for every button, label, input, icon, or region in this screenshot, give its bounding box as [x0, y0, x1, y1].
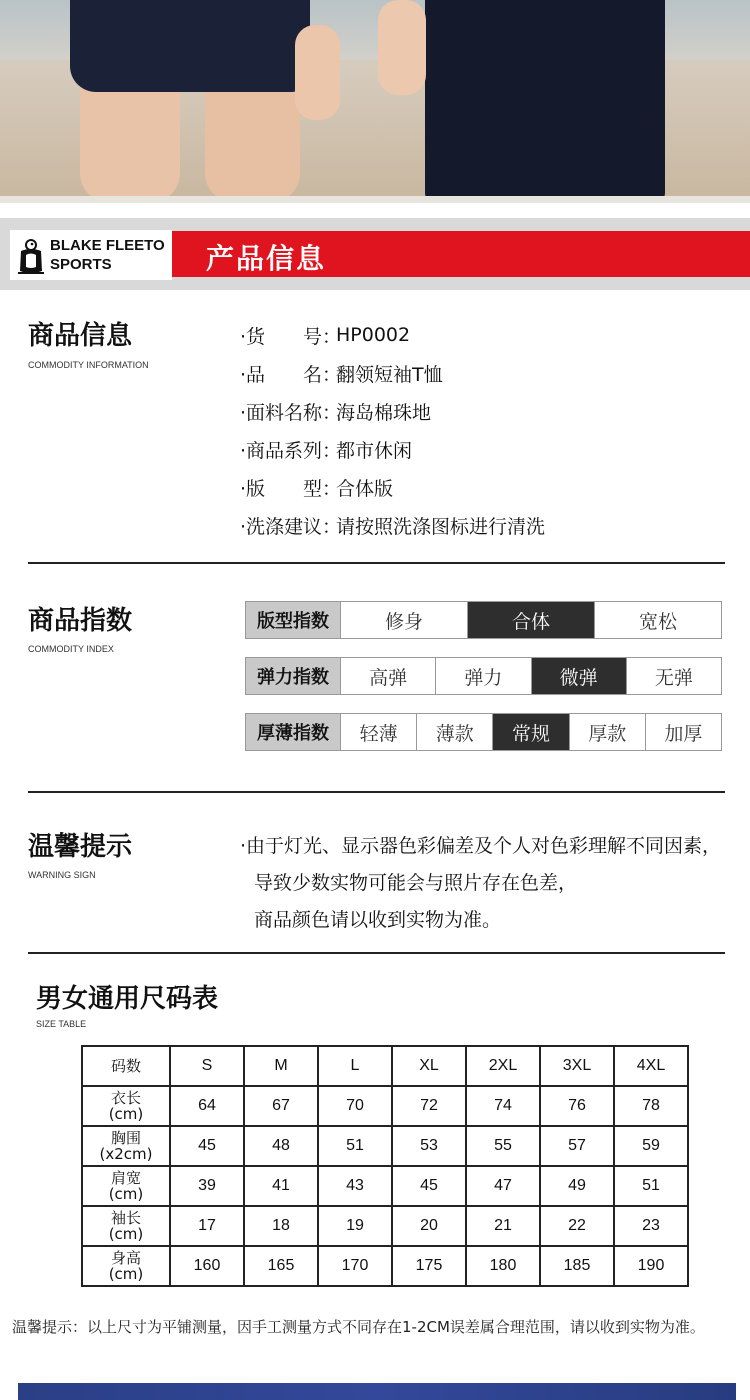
index-option-selected: 微弹 [532, 658, 627, 694]
index-option: 轻薄 [341, 714, 417, 750]
index-option-selected: 常规 [493, 714, 569, 750]
warning-line: 商品颜色请以收到实物为准。 [254, 909, 502, 931]
info-value: 请按照洗涤图标进行清洗 [336, 515, 546, 538]
size-cell: 43 [318, 1166, 392, 1206]
index-option-selected: 合体 [468, 602, 595, 638]
warning-line: ·由于灯光、显示器色彩偏差及个人对色彩理解不同因素， [240, 835, 722, 857]
size-cell: 70 [318, 1086, 392, 1126]
index-row-thickness [245, 713, 722, 751]
index-option: 高弹 [341, 658, 436, 694]
info-row-washing [240, 506, 545, 544]
info-row-fit [240, 468, 545, 506]
size-cell: 41 [244, 1166, 318, 1206]
size-table [81, 1045, 689, 1287]
size-cell: 74 [466, 1086, 540, 1126]
commodity-info-subtitle: COMMODITY INFORMATION [28, 360, 149, 370]
size-cell: 17 [170, 1206, 244, 1246]
size-cell: 23 [614, 1206, 688, 1246]
size-row-height [82, 1246, 688, 1286]
info-row-fabric [240, 392, 545, 430]
size-cell: 45 [392, 1166, 466, 1206]
photo-leg [80, 80, 180, 203]
index-option: 加厚 [664, 722, 703, 745]
size-cell: 59 [614, 1126, 688, 1166]
section-divider [28, 562, 725, 564]
size-cell: 22 [540, 1206, 614, 1246]
size-row-label [82, 1246, 170, 1286]
warning-line: 导致少数实物可能会与照片存在色差， [254, 872, 578, 894]
info-value: 都市休闲 [336, 439, 413, 462]
size-row-label-unit: (cm) [108, 1185, 144, 1203]
size-table-title: 男女通用尺码表 [36, 984, 219, 1014]
size-row-label-top: 袖长 [110, 1209, 141, 1227]
size-header-cell: L [318, 1046, 392, 1086]
size-cell: 175 [392, 1246, 466, 1286]
section-divider [28, 952, 725, 954]
info-value: 翻领短袖T恤 [336, 363, 443, 386]
section-divider [28, 791, 725, 793]
size-cell: 160 [170, 1246, 244, 1286]
warning-title: 温馨提示 [28, 832, 133, 862]
size-cell: 170 [318, 1246, 392, 1286]
index-option: 宽松 [638, 610, 677, 633]
info-value: HP0002 [336, 324, 411, 346]
info-label: ·商品系列： [240, 439, 342, 462]
index-label: 版型指数 [246, 602, 341, 638]
size-row-length [82, 1086, 688, 1126]
eagle-logo-icon [16, 235, 46, 275]
size-cell: 47 [466, 1166, 540, 1206]
size-header-cell: S [170, 1046, 244, 1086]
photo-womens-shorts [70, 0, 310, 92]
photo-leg [205, 78, 300, 203]
size-row-label-top: 衣长 [110, 1089, 141, 1107]
index-option: 厚款 [570, 714, 646, 750]
next-photo-edge [18, 1383, 736, 1400]
size-row-chest [82, 1126, 688, 1166]
size-row-label-unit: (x2cm) [99, 1145, 153, 1163]
size-row-label-top: 胸围 [110, 1129, 141, 1147]
size-cell: 18 [244, 1206, 318, 1246]
size-cell: 20 [392, 1206, 466, 1246]
info-value: 合体版 [336, 477, 394, 500]
photo-hand [295, 25, 340, 120]
brand-name [50, 236, 165, 274]
size-table-subtitle: SIZE TABLE [36, 1019, 87, 1029]
size-cell: 21 [466, 1206, 540, 1246]
size-cell: 48 [244, 1126, 318, 1166]
size-row-label-top: 身高 [110, 1249, 141, 1267]
size-cell: 76 [540, 1086, 614, 1126]
size-header-label: 码数 [82, 1046, 170, 1086]
warning-subtitle: WARNING SIGN [28, 870, 96, 880]
size-cell: 190 [614, 1246, 688, 1286]
size-cell: 72 [392, 1086, 466, 1126]
size-cell: 165 [244, 1246, 318, 1286]
size-row-label [82, 1206, 170, 1246]
size-footnote: 温馨提示：以上尺寸为平铺测量，因手工测量方式不同存在1-2CM误差属合理范围，请以收到实物为准。 [12, 1318, 705, 1336]
size-cell: 45 [170, 1126, 244, 1166]
size-cell: 19 [318, 1206, 392, 1246]
size-row-label-unit: (cm) [108, 1225, 144, 1243]
size-row-label [82, 1166, 170, 1206]
size-cell: 51 [318, 1126, 392, 1166]
index-option: 无弹 [654, 666, 693, 689]
size-row-label-unit: (cm) [108, 1105, 144, 1123]
size-header-cell: 3XL [540, 1046, 614, 1086]
info-label: ·洗涤建议： [240, 515, 342, 538]
info-label: ·面料名称： [240, 401, 342, 424]
photo-arm [378, 0, 426, 95]
size-cell: 180 [466, 1246, 540, 1286]
info-value: 海岛棉珠地 [336, 401, 432, 424]
title-banner [172, 231, 750, 277]
commodity-info-title: 商品信息 [28, 321, 133, 351]
section-header-bar [0, 218, 750, 290]
brand-line1: BLAKE FLEETO [50, 237, 165, 254]
size-row-label [82, 1126, 170, 1166]
commodity-index-subtitle: COMMODITY INDEX [28, 644, 114, 654]
index-label: 弹力指数 [246, 658, 341, 694]
index-row-elasticity [245, 657, 722, 695]
commodity-info-list [240, 316, 545, 544]
size-row-sleeve [82, 1206, 688, 1246]
size-row-shoulder [82, 1166, 688, 1206]
size-cell: 55 [466, 1126, 540, 1166]
info-label: ·品 名： [240, 363, 342, 386]
size-header-row [82, 1046, 688, 1086]
brand-logo [10, 230, 172, 280]
info-row-item-no [240, 316, 545, 354]
size-row-label-unit: (cm) [108, 1265, 144, 1283]
size-cell: 51 [614, 1166, 688, 1206]
size-header-cell: M [244, 1046, 318, 1086]
size-cell: 78 [614, 1086, 688, 1126]
size-cell: 53 [392, 1126, 466, 1166]
photo-mens-shorts [425, 0, 665, 203]
size-header-cell: 4XL [614, 1046, 688, 1086]
size-cell: 49 [540, 1166, 614, 1206]
index-option: 薄款 [417, 714, 493, 750]
brand-line2: SPORTS [50, 256, 112, 273]
size-cell: 67 [244, 1086, 318, 1126]
index-label: 厚薄指数 [246, 714, 341, 750]
info-row-product-name [240, 354, 545, 392]
size-header-cell: XL [392, 1046, 466, 1086]
product-photo [0, 0, 750, 203]
commodity-index-title: 商品指数 [28, 606, 133, 636]
info-label: ·货 号： [240, 325, 342, 348]
size-cell: 185 [540, 1246, 614, 1286]
size-cell: 57 [540, 1126, 614, 1166]
info-label: ·版 型： [240, 477, 342, 500]
index-row-fit [245, 601, 722, 639]
size-header-cell: 2XL [466, 1046, 540, 1086]
index-option: 修身 [341, 602, 468, 638]
size-cell: 39 [170, 1166, 244, 1206]
info-row-series [240, 430, 545, 468]
banner-title: 产品信息 [206, 242, 327, 275]
index-option: 弹力 [436, 658, 531, 694]
warning-text [240, 828, 721, 939]
size-row-label-top: 肩宽 [110, 1169, 141, 1187]
size-row-label [82, 1086, 170, 1126]
size-cell: 64 [170, 1086, 244, 1126]
photo-bottom-edge [0, 196, 750, 203]
